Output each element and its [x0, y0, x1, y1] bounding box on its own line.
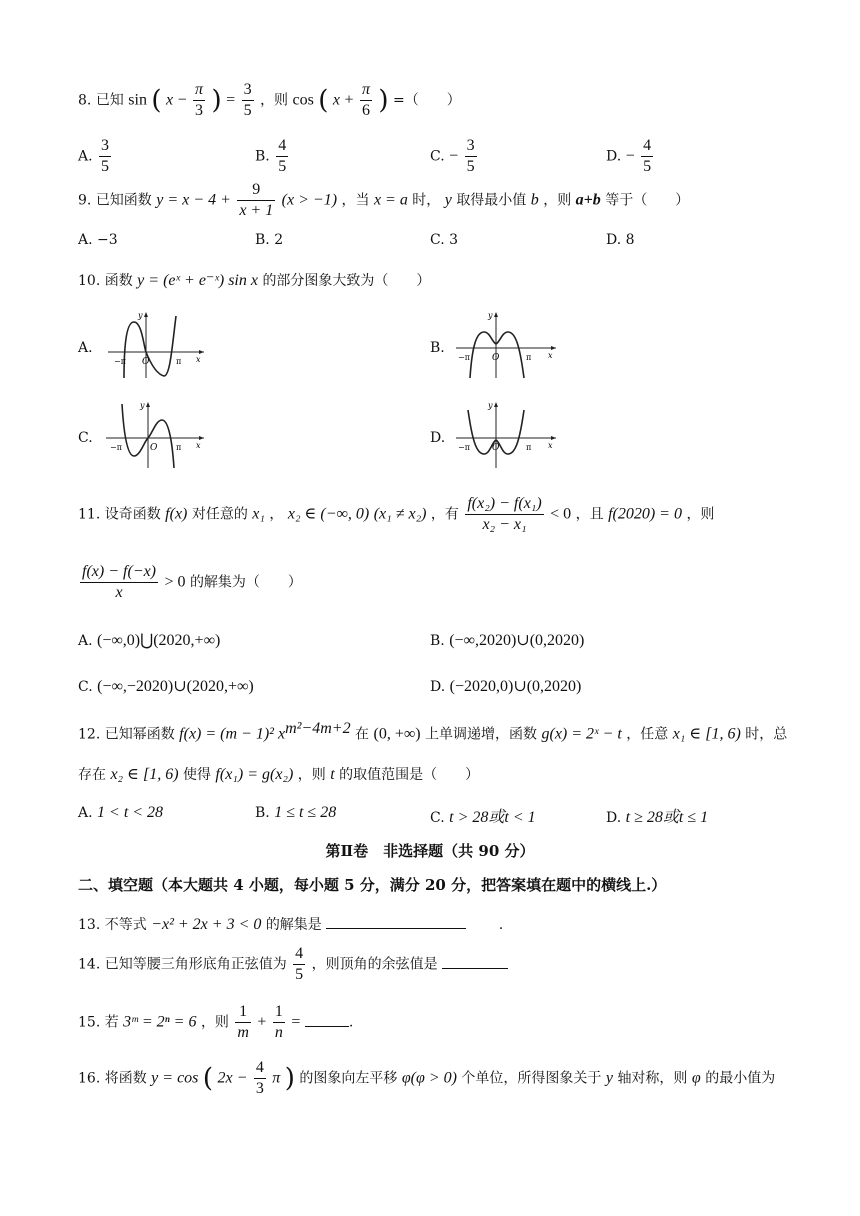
question-10: 10. 函数 y = (eˣ + e⁻ˣ) sin x 的部分图象大致为（ ） [78, 272, 431, 289]
cos-function: cos [292, 91, 314, 109]
plus-sign: + [344, 91, 354, 109]
svg-text:y: y [488, 311, 493, 320]
question-9: 9. 已知函数 y = x − 4 + $\frac{9}{x + 1}$ (x > −1) ，当 x = a 时， y 取得最小值 b ，则 a+b 等于（ ） [78, 181, 690, 219]
svg-text:y: y [138, 311, 143, 320]
q9-option-a[interactable]: A. −3 [78, 232, 118, 248]
y-axis-arrow [494, 402, 498, 407]
paren-open: ( [318, 85, 329, 116]
svg-text:x: x [548, 441, 553, 450]
paren-close: ) [211, 85, 222, 116]
q8-option-b[interactable]: B. $\frac{4}{5}$ [255, 137, 287, 175]
q11-option-d[interactable]: D. (−2020,0)∪(0,2020) [430, 678, 582, 695]
paren-open: ( [151, 85, 162, 116]
question-8 [78, 80, 461, 121]
fraction-value: $\frac{3}{5}$ [243, 81, 252, 119]
graph-b[interactable] [452, 308, 562, 382]
var-x: x [332, 91, 341, 109]
expression: y = (eˣ + e⁻ˣ) sin x [137, 272, 258, 289]
stem-text: 已知 [95, 92, 124, 109]
question-number: 11. [78, 506, 101, 523]
svg-text:O: O [492, 443, 500, 453]
graph-c[interactable] [100, 398, 210, 472]
x-axis-arrow [551, 436, 556, 440]
svg-text:−π: −π [458, 353, 470, 362]
svg-text:O: O [150, 443, 158, 453]
curve [124, 316, 176, 378]
q12-option-b[interactable]: B. 1 ≤ t ≤ 28 [255, 804, 337, 821]
question-number: 14. [78, 956, 101, 973]
svg-text:π: π [176, 443, 182, 452]
svg-text:−π: −π [458, 443, 470, 452]
q11-option-b[interactable]: B. (−∞,2020)∪(0,2020) [430, 632, 585, 649]
x-axis-arrow [199, 350, 204, 354]
expression: y = x − 4 + [156, 191, 231, 209]
fraction-pi-over-3: $\frac{\pi}{3}$ [195, 81, 204, 119]
question-14: 14. 已知等腰三角形底角正弦值为 $\frac{4}{5}$ ，则顶角的余弦值是 [78, 944, 508, 985]
svg-text:O: O [492, 353, 500, 363]
q8-option-a[interactable]: A. $\frac{3}{5}$ [78, 137, 110, 175]
fraction: $\frac{9}{x + 1}$ [239, 181, 274, 219]
difference-quotient: $\frac{\text{f(x₂) − f(x₁)}}{\text{x₂ − x₁}}$ [467, 495, 542, 533]
graph-a[interactable] [100, 308, 210, 382]
answer-paren: =（ ） [393, 92, 461, 109]
question-number: 12. [78, 726, 101, 743]
q11-option-c[interactable]: C. (−∞,−2020)∪(2020,+∞) [78, 678, 254, 695]
svg-text:π: π [176, 357, 182, 366]
question-13: 13. 不等式 −x² + 2x + 3 < 0 的解集是 . [78, 916, 504, 933]
answer-blank[interactable] [305, 1026, 349, 1027]
svg-text:x: x [196, 355, 201, 364]
question-12: 12. 已知幂函数 f(x) = (m − 1)² $x^{m^2-4m+2}$ 在 (0, +∞) 上单调递增，函数 g(x) = 2ˣ − t ，任意 x₁ ∈ [1, 6) 时，总 [78, 720, 788, 743]
q8-option-d[interactable]: D. − $\frac{4}{5}$ [606, 137, 652, 175]
equals-sign: = [226, 91, 236, 109]
question-11: 11. 设奇函数 f(x) 对任意的 x₁ ， x₂ ∈ (−∞, 0) (x₁ ≠ x₂) ，有 $\frac{\text{f(x₂) − f(x₁)}}{\text{x₂ − x₁}}$ < 0 ，且 f(2020) = 0 ，则 [78, 495, 715, 533]
y-axis-arrow [146, 402, 150, 407]
q10-option-a-label[interactable]: A. [78, 340, 93, 356]
q12-option-a[interactable]: A. 1 < t < 28 [78, 804, 164, 821]
svg-text:−π: −π [110, 443, 122, 452]
stem-text: ，则 [260, 92, 289, 109]
question-12-line2: 存在 x₂ ∈ [1, 6) 使得 f(x₁) = g(x₂) ，则 t 的取值范围是（ ） [78, 766, 480, 783]
question-15: 15. 若 3ᵐ = 2ⁿ = 6 ，则 $\frac{1}{m}$ + $\frac{1}{n}$ = . [78, 1003, 354, 1041]
q9-option-c[interactable]: C. 3 [430, 232, 459, 248]
question-11-line2: $\frac{f(x) - f(-x)}{x}$ > 0 的解集为（ ） [82, 563, 302, 601]
fraction-pi-over-6: $\frac{\pi}{6}$ [361, 81, 370, 119]
q9-option-d[interactable]: D. 8 [606, 232, 635, 248]
question-number: 13. [78, 917, 101, 933]
var-x: x [166, 91, 174, 109]
svg-text:π: π [526, 443, 532, 452]
q9-option-b[interactable]: B. 2 [255, 232, 284, 248]
q10-option-d-label[interactable]: D. [430, 430, 446, 446]
q10-option-b-label[interactable]: B. [430, 340, 445, 356]
svg-text:−π: −π [114, 357, 126, 366]
svg-text:x: x [548, 351, 553, 360]
question-number: 8. [78, 92, 92, 109]
y-axis-arrow [144, 312, 148, 317]
minus-sign: − [177, 91, 187, 109]
answer-blank[interactable] [326, 928, 466, 929]
y-axis-arrow [494, 312, 498, 317]
svg-text:y: y [140, 401, 145, 410]
x-axis-arrow [551, 346, 556, 350]
q11-option-a[interactable]: A. (−∞,0)⋃(2020,+∞) [78, 632, 221, 649]
question-number: 16. [78, 1070, 101, 1087]
q12-option-d[interactable]: D. t ≥ 28或t ≤ 1 [606, 809, 709, 826]
section-fill-in-title: 二、填空题（本大题共 4 小题，每小题 5 分，满分 20 分，把答案填在题中的横线上.） [78, 876, 667, 894]
sin-function: sin [128, 91, 147, 109]
q12-option-c[interactable]: C. t > 28或t < 1 [430, 809, 536, 826]
q8-option-c[interactable]: C. − $\frac{3}{5}$ [430, 137, 475, 175]
svg-text:y: y [488, 401, 493, 410]
question-number: 9. [78, 192, 92, 209]
question-16: 16. 将函数 y = cos ( 2x − $\frac{4}{3}$ π ) 的图象向左平移 φ(φ > 0) 个单位，所得图象关于 y 轴对称，则 φ 的最小值为 [78, 1059, 776, 1097]
question-number: 15. [78, 1014, 101, 1031]
graph-d[interactable] [452, 398, 562, 472]
svg-text:O: O [142, 357, 150, 367]
paren-close: ) [378, 85, 389, 116]
question-number: 10. [78, 273, 101, 289]
svg-text:π: π [526, 353, 532, 362]
q10-option-c-label[interactable]: C. [78, 430, 93, 446]
answer-blank[interactable] [442, 968, 508, 969]
part-two-title: 第Ⅱ卷 非选择题（共 90 分） [325, 842, 535, 860]
x-axis-arrow [199, 436, 204, 440]
inequality-fraction: $\frac{f(x) - f(-x)}{x}$ [82, 563, 156, 601]
svg-text:x: x [196, 441, 201, 450]
